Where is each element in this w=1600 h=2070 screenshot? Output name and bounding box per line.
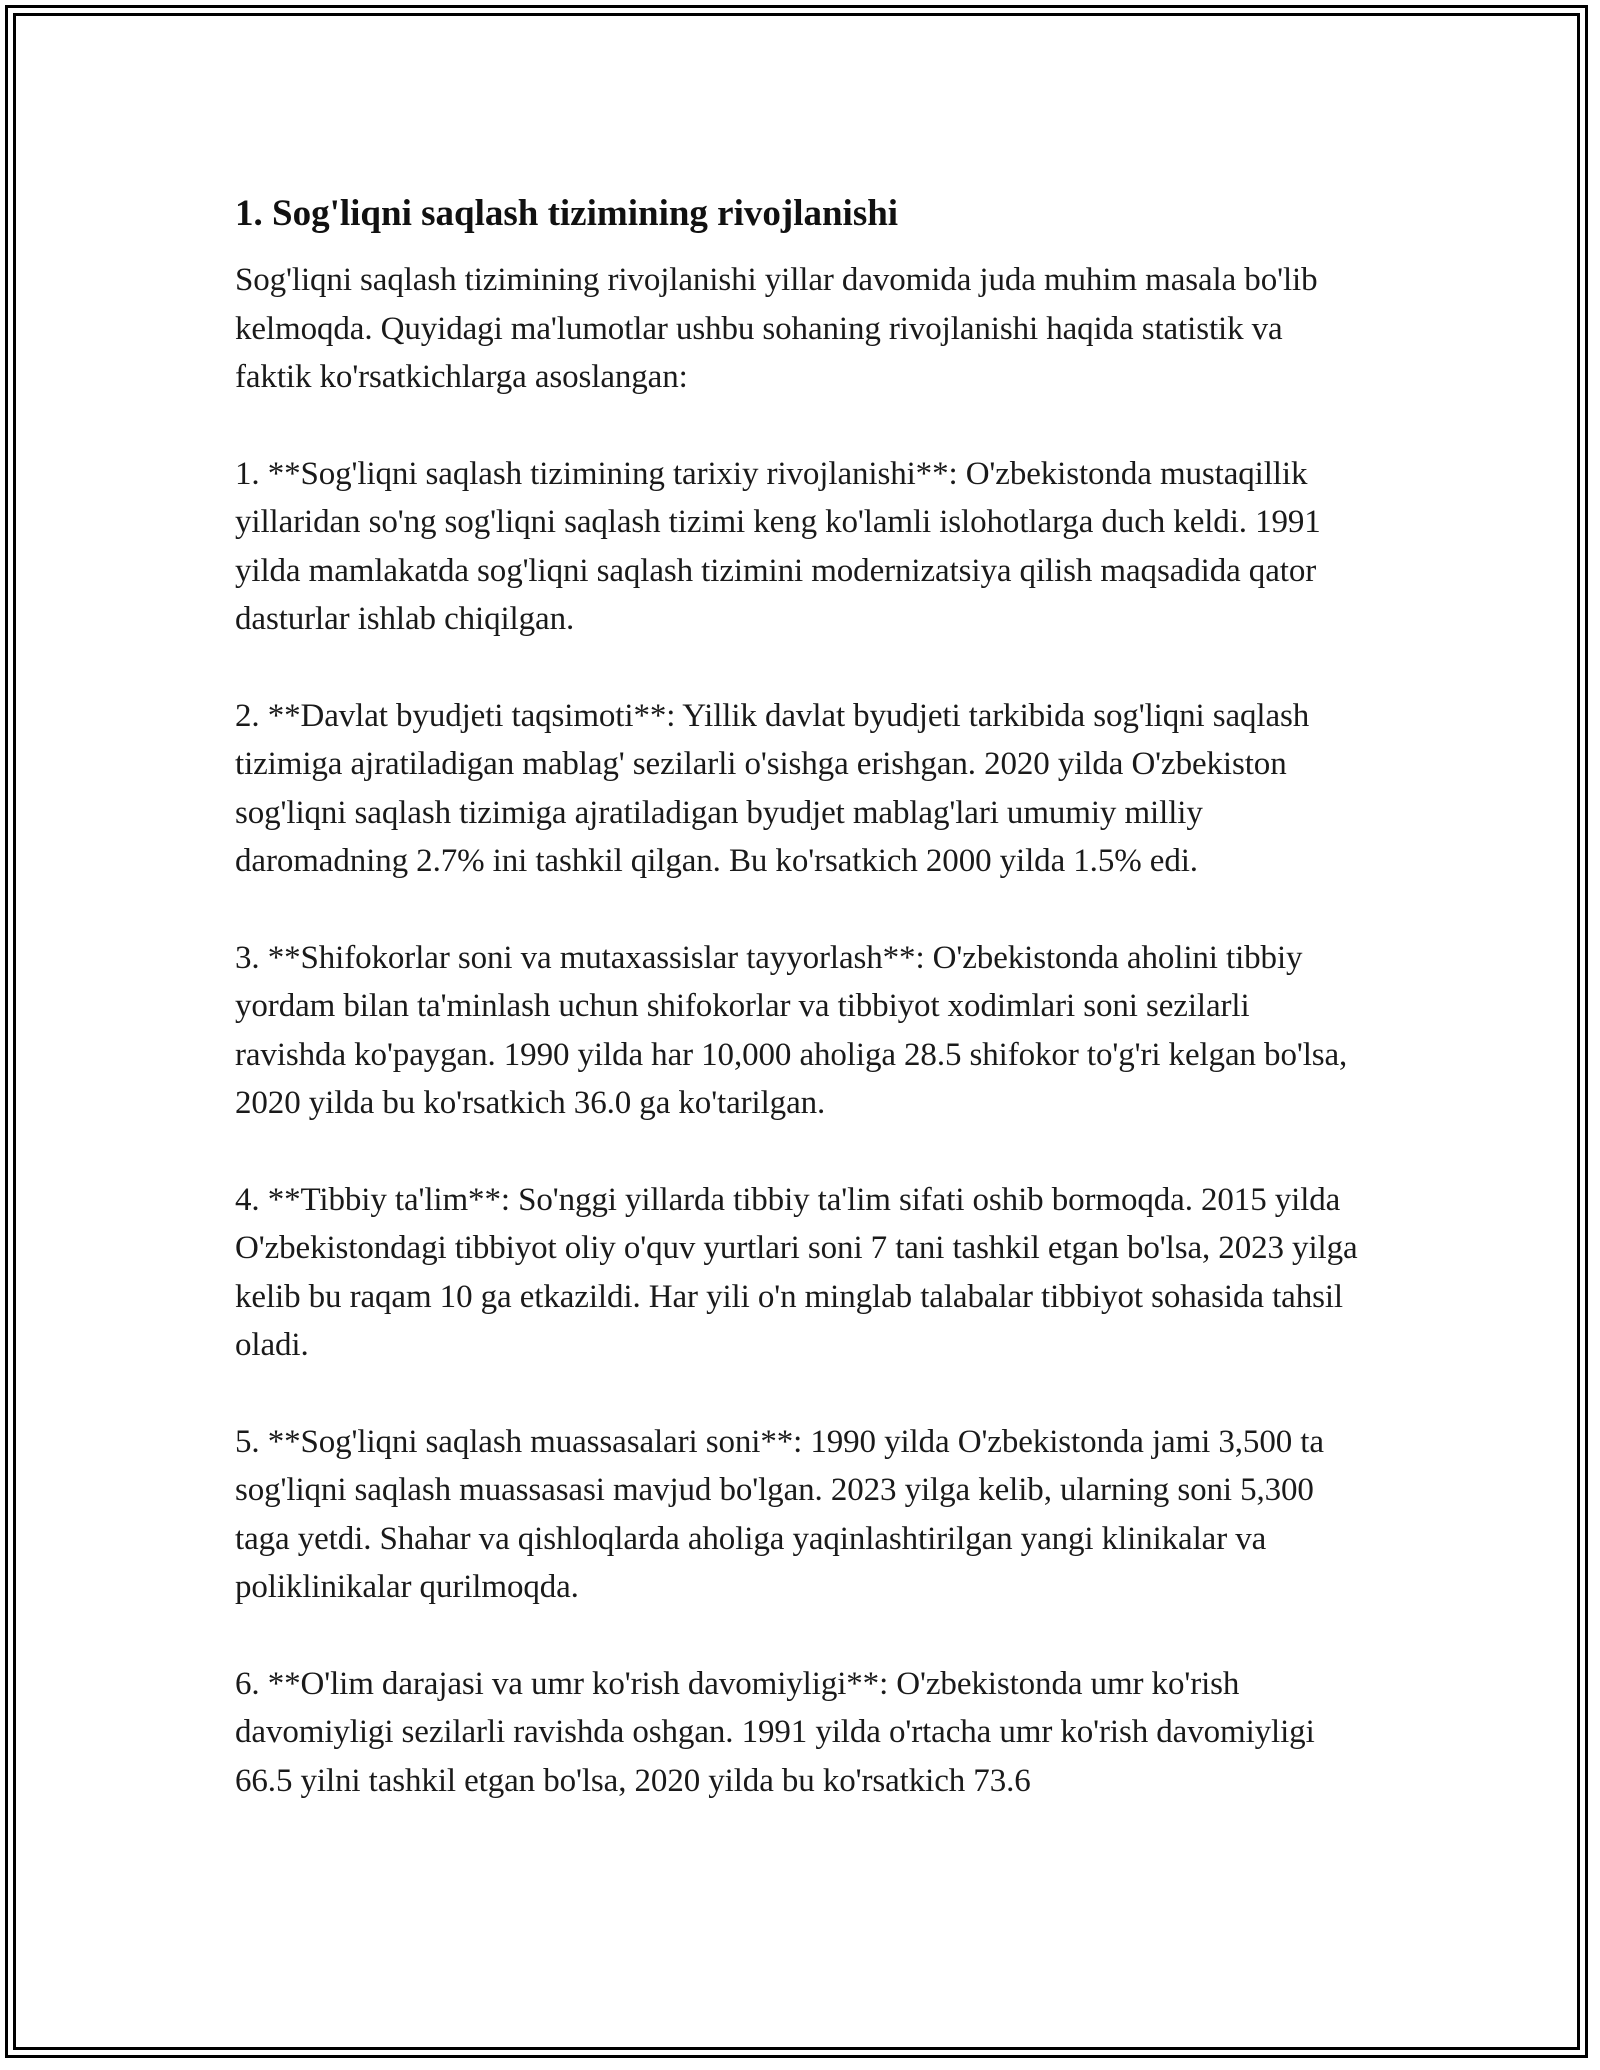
intro-paragraph: Sog'liqni saqlash tizimining rivojlanishi yillar davomida juda muhim masala bo'lib kelmoqda. Quyidagi ma'lumotlar ushbu sohaning rivojlanishi haqida statistik va faktik ko'rsatkichlarga asoslangan: <box>235 262 1318 395</box>
list-item-doctors-count: 3. **Shifokorlar soni va mutaxassislar tayyorlash**: O'zbekistonda aholini tibbiy yordam bilan ta'minlash uchun shifokorlar va tibbiyot xodimlari soni sezilarli ravishda ko'paygan. 1990 yilda har 10,000 aholiga 28.5 shifokor to'g'ri kelgan bo'lsa, 2020 yilda bu ko'rsatkich 36.0 ga ko'tarilgan. <box>235 939 1348 1121</box>
page-title: 1. Sog'liqni saqlash tizimining rivojlanishi <box>235 193 899 234</box>
list-item-medical-education: 4. **Tibbiy ta'lim**: So'nggi yillarda tibbiy ta'lim sifati oshib bormoqda. 2015 yilda O'zbekistondagi tibbiyot oliy o'quv yurtlari soni 7 tani tashkil etgan bo'lsa, 2023 yilga kelib bu raqam 10 ga etkazildi. Har yili o'n minglab talabalar tibbiyot sohasida tahsil oladi. <box>235 1181 1358 1363</box>
list-item-healthcare-institutions: 5. **Sog'liqni saqlash muassasalari soni**: 1990 yilda O'zbekistonda jami 3,500 ta sog'liqni saqlash muassasasi mavjud bo'lgan. 2023 yilga kelib, ularning soni 5,300 taga yetdi. Shahar va qishloqlarda aholiga yaqinlashtirilgan yangi klinikalar va poliklinikalar qurilmoqda. <box>235 1423 1324 1605</box>
list-item-state-budget: 2. **Davlat byudjeti taqsimoti**: Yillik davlat byudjeti tarkibida sog'liqni saqlash tizimiga ajratiladigan mablag' sezilarli o'sishga erishgan. 2020 yilda O'zbekiston sog'liqni saqlash tizimiga ajratiladigan byudjet mablag'lari umumiy milliy daromadning 2.7% ini tashkil qilgan. Bu ko'rsatkich 2000 yilda 1.5% edi. <box>235 697 1310 879</box>
document-body <box>235 188 1365 1805</box>
list-item-mortality-life-expectancy: 6. **O'lim darajasi va umr ko'rish davomiyligi**: O'zbekistonda umr ko'rish davomiyligi sezilarli ravishda oshgan. 1991 yilda o'rtacha umr ko'rish davomiyligi 66.5 yilni tashkil etgan bo'lsa, 2020 yilda bu ko'rsatkich 73.6 <box>235 1665 1315 1799</box>
list-item-historical-development: 1. **Sog'liqni saqlash tizimining tarixiy rivojlanishi**: O'zbekistonda mustaqillik yillaridan so'ng sog'liqni saqlash tizimi keng ko'lamli islohotlarga duch keldi. 1991 yilda mamlakatda sog'liqni saqlash tizimini modernizatsiya qilish maqsadida qator dasturlar ishlab chiqilgan. <box>235 455 1321 637</box>
